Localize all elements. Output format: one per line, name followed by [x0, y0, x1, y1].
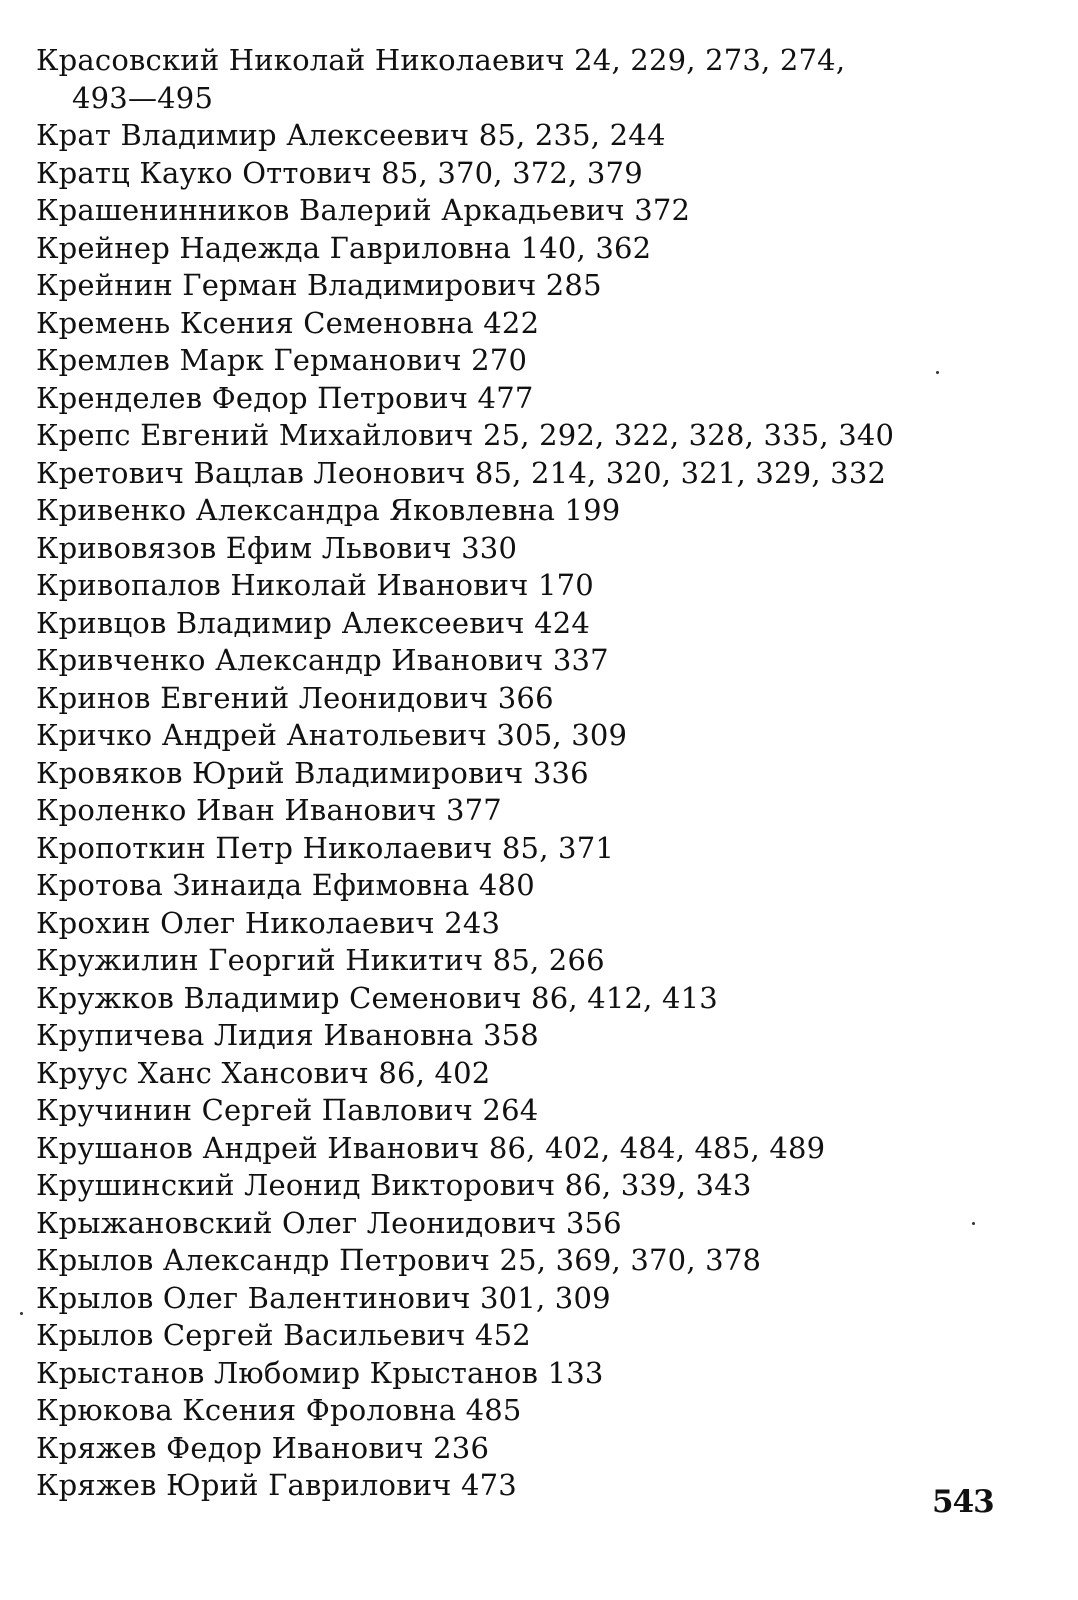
- scan-speck: [20, 1312, 23, 1315]
- entry-text: Кривенко Александра Яковлевна 199: [36, 493, 621, 527]
- entry-text: Кричко Андрей Анатольевич 305, 309: [36, 718, 628, 752]
- entry-text: Крат Владимир Алексеевич 85, 235, 244: [36, 118, 666, 152]
- entry-text: Кровяков Юрий Владимирович 336: [36, 755, 589, 790]
- entry-text: Круус Ханс Хансович 86, 402: [36, 1055, 491, 1090]
- index-entry: [36, 942, 1036, 980]
- entry-text: Кружилин Георгий Никитич 85, 266: [36, 943, 605, 977]
- index-entry: [36, 1092, 1036, 1130]
- entry-text: Кряжев Федор Иванович 236: [36, 1430, 490, 1465]
- entry-text: Кривовязов Ефим Львович 330: [36, 530, 518, 565]
- entry-text: Кретович Вацлав Леонович 85, 214, 320, 321, 329, 332: [36, 455, 887, 490]
- entry-text: Крылов Сергей Васильевич 452: [36, 1318, 531, 1352]
- entry-text: Крохин Олег Николаевич 243: [36, 905, 501, 940]
- index-entry: [36, 1017, 1036, 1055]
- index-entry: [36, 792, 1036, 830]
- entry-text: Крылов Олег Валентинович 301, 309: [36, 1280, 611, 1315]
- index-entry: [36, 1317, 1036, 1355]
- entry-text: Крюкова Ксения Фроловна 485: [36, 1393, 522, 1427]
- entry-text: Кривченко Александр Иванович 337: [36, 643, 609, 677]
- index-entry: [36, 155, 1036, 193]
- index-entry: [36, 417, 1036, 455]
- entry-text: Кружков Владимир Семенович 86, 412, 413: [36, 980, 718, 1015]
- entry-text: Крашенинников Валерий Аркадьевич 372: [36, 193, 691, 227]
- index-entry: [36, 1205, 1036, 1243]
- index-entry: [36, 1242, 1036, 1280]
- index-entry: [36, 117, 1036, 155]
- entry-text: Крыстанов Любомир Крыстанов 133: [36, 1355, 604, 1390]
- page-number: 543: [932, 1484, 994, 1520]
- index-entry: [36, 267, 1036, 305]
- index-entry: [36, 492, 1036, 530]
- index-entry: [36, 1055, 1036, 1093]
- index-entry: [36, 192, 1036, 230]
- index-entry: [36, 830, 1036, 868]
- index-entry: [36, 1280, 1036, 1318]
- index-entry: [36, 1467, 1036, 1505]
- entry-text: Крепс Евгений Михайлович 25, 292, 322, 328, 335, 340: [36, 418, 895, 452]
- index-entry: [36, 1167, 1036, 1205]
- entry-text: Кривопалов Николай Иванович 170: [36, 568, 594, 602]
- entry-continuation: 493—495: [72, 80, 214, 115]
- index-entry: [36, 1430, 1036, 1468]
- index-entry: [36, 230, 1036, 268]
- index-entry: [36, 380, 1036, 418]
- entry-text: Крыжановский Олег Леонидович 356: [36, 1205, 622, 1240]
- entry-text: Кротова Зинаида Ефимовна 480: [36, 868, 535, 902]
- index-entry: [36, 567, 1036, 605]
- entry-text: Крупичева Лидия Ивановна 358: [36, 1018, 539, 1052]
- index-entry: [36, 530, 1036, 568]
- index-entry: [36, 1130, 1036, 1168]
- entry-text: Кропоткин Петр Николаевич 85, 371: [36, 830, 614, 865]
- index-entry: [36, 717, 1036, 755]
- index-entry: [36, 1392, 1036, 1430]
- entry-text: Кренделев Федор Петрович 477: [36, 380, 534, 415]
- scan-speck: [972, 1222, 975, 1225]
- entry-text: Кринов Евгений Леонидович 366: [36, 680, 554, 715]
- index-entry: [36, 980, 1036, 1018]
- entry-text: Кручинин Сергей Павлович 264: [36, 1093, 539, 1127]
- entry-text: Кратц Кауко Оттович 85, 370, 372, 379: [36, 155, 643, 190]
- entry-text: Крейнин Герман Владимирович 285: [36, 268, 602, 302]
- entry-text: Крейнер Надежда Гавриловна 140, 362: [36, 230, 652, 265]
- index-entry: [36, 755, 1036, 793]
- entry-text: Красовский Николай Николаевич 24, 229, 273, 274,: [36, 43, 846, 77]
- index-entry: [36, 305, 1036, 343]
- entry-text: Крушанов Андрей Иванович 86, 402, 484, 485, 489: [36, 1130, 826, 1165]
- index-entry: [36, 1355, 1036, 1393]
- entry-text: Крылов Александр Петрович 25, 369, 370, 378: [36, 1243, 762, 1277]
- index-entry: [36, 867, 1036, 905]
- index-entry: [36, 42, 1036, 117]
- entry-text: Кроленко Иван Иванович 377: [36, 793, 502, 827]
- index-entry: [36, 905, 1036, 943]
- index-entry: [36, 642, 1036, 680]
- index-entry: [36, 342, 1036, 380]
- index-entry: [36, 605, 1036, 643]
- entry-text: Кремень Ксения Семеновна 422: [36, 305, 540, 340]
- index-entry: [36, 680, 1036, 718]
- entry-text: Кремлев Марк Германович 270: [36, 343, 528, 377]
- entry-text: Крушинский Леонид Викторович 86, 339, 343: [36, 1168, 752, 1202]
- scan-speck: [936, 371, 939, 374]
- entry-text: Кривцов Владимир Алексеевич 424: [36, 605, 591, 640]
- entry-text: Кряжев Юрий Гаврилович 473: [36, 1468, 517, 1502]
- index-entry: [36, 455, 1036, 493]
- name-index-list: [36, 42, 1036, 1505]
